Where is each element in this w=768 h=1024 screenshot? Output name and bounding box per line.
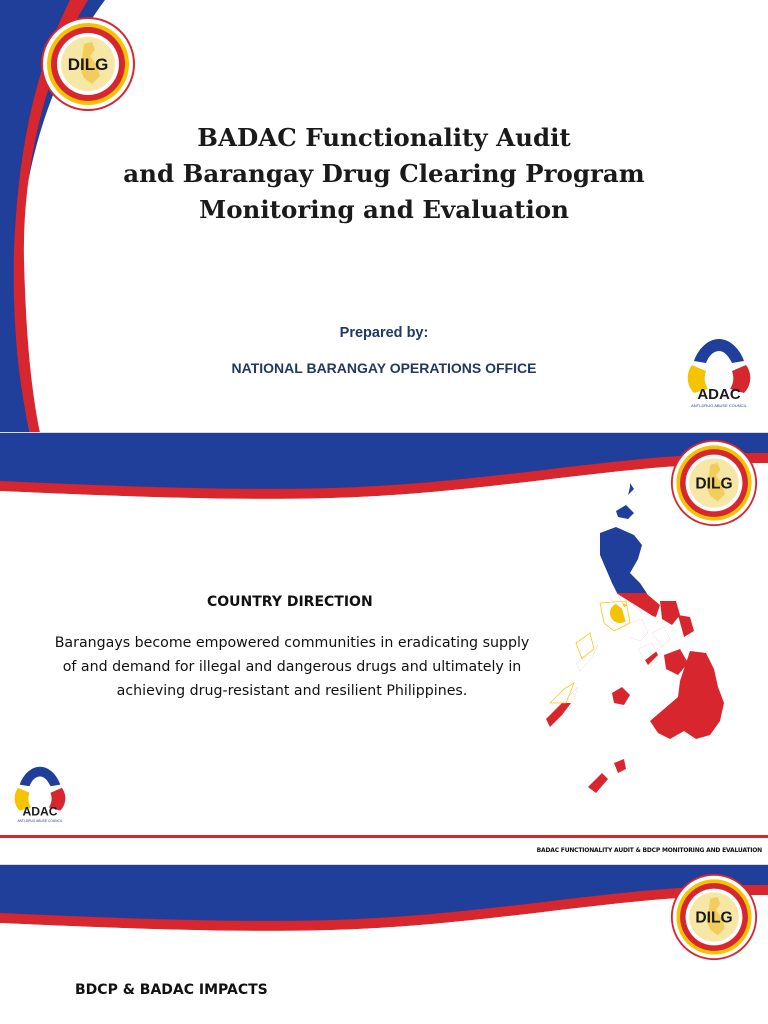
body-line-3: achieving drug-resistant and resilient Philippines.: [116, 683, 468, 699]
footer-rule: [0, 835, 768, 838]
section-heading: BDCP & BADAC IMPACTS: [75, 982, 268, 998]
adac-text: ADAC: [22, 804, 58, 819]
title-line-3: Monitoring and Evaluation: [199, 195, 569, 224]
dilg-seal-logo: [40, 16, 136, 112]
body-line-1: Barangays become empowered communities in eradicating supply: [54, 635, 530, 651]
top-wave-decoration: [0, 865, 768, 965]
title-line-1: BADAC Functionality Audit: [197, 123, 571, 152]
adac-logo: [682, 337, 756, 413]
dilg-seal-logo: [670, 873, 758, 961]
title-line-2: and Barangay Drug Clearing Program: [123, 159, 645, 188]
adac-text: ADAC: [697, 386, 741, 403]
adac-logo: [10, 765, 70, 827]
dilg-text: DILG: [695, 909, 733, 927]
office-name: NATIONAL BARANGAY OPERATIONS OFFICE: [231, 360, 537, 376]
body-line-2: of and demand for illegal and dangerous drugs and ultimately in: [62, 659, 522, 675]
section-body: [20, 631, 564, 703]
adac-subtext: ANTI-DRUG ABUSE COUNCIL: [17, 818, 63, 823]
slide-impacts: [0, 865, 768, 1024]
slide-country-direction: [0, 433, 768, 865]
dilg-text: DILG: [67, 55, 109, 74]
slide-title: [0, 0, 768, 433]
footer-text: BADAC FUNCTIONALITY AUDIT & BDCP MONITORING AND EVALUATION: [536, 847, 762, 854]
dilg-text: DILG: [695, 475, 733, 493]
prepared-by-label: Prepared by:: [339, 325, 429, 341]
adac-subtext: ANTI-DRUG ABUSE COUNCIL: [691, 403, 747, 408]
section-heading: COUNTRY DIRECTION: [207, 594, 373, 610]
page-title: [0, 120, 768, 228]
